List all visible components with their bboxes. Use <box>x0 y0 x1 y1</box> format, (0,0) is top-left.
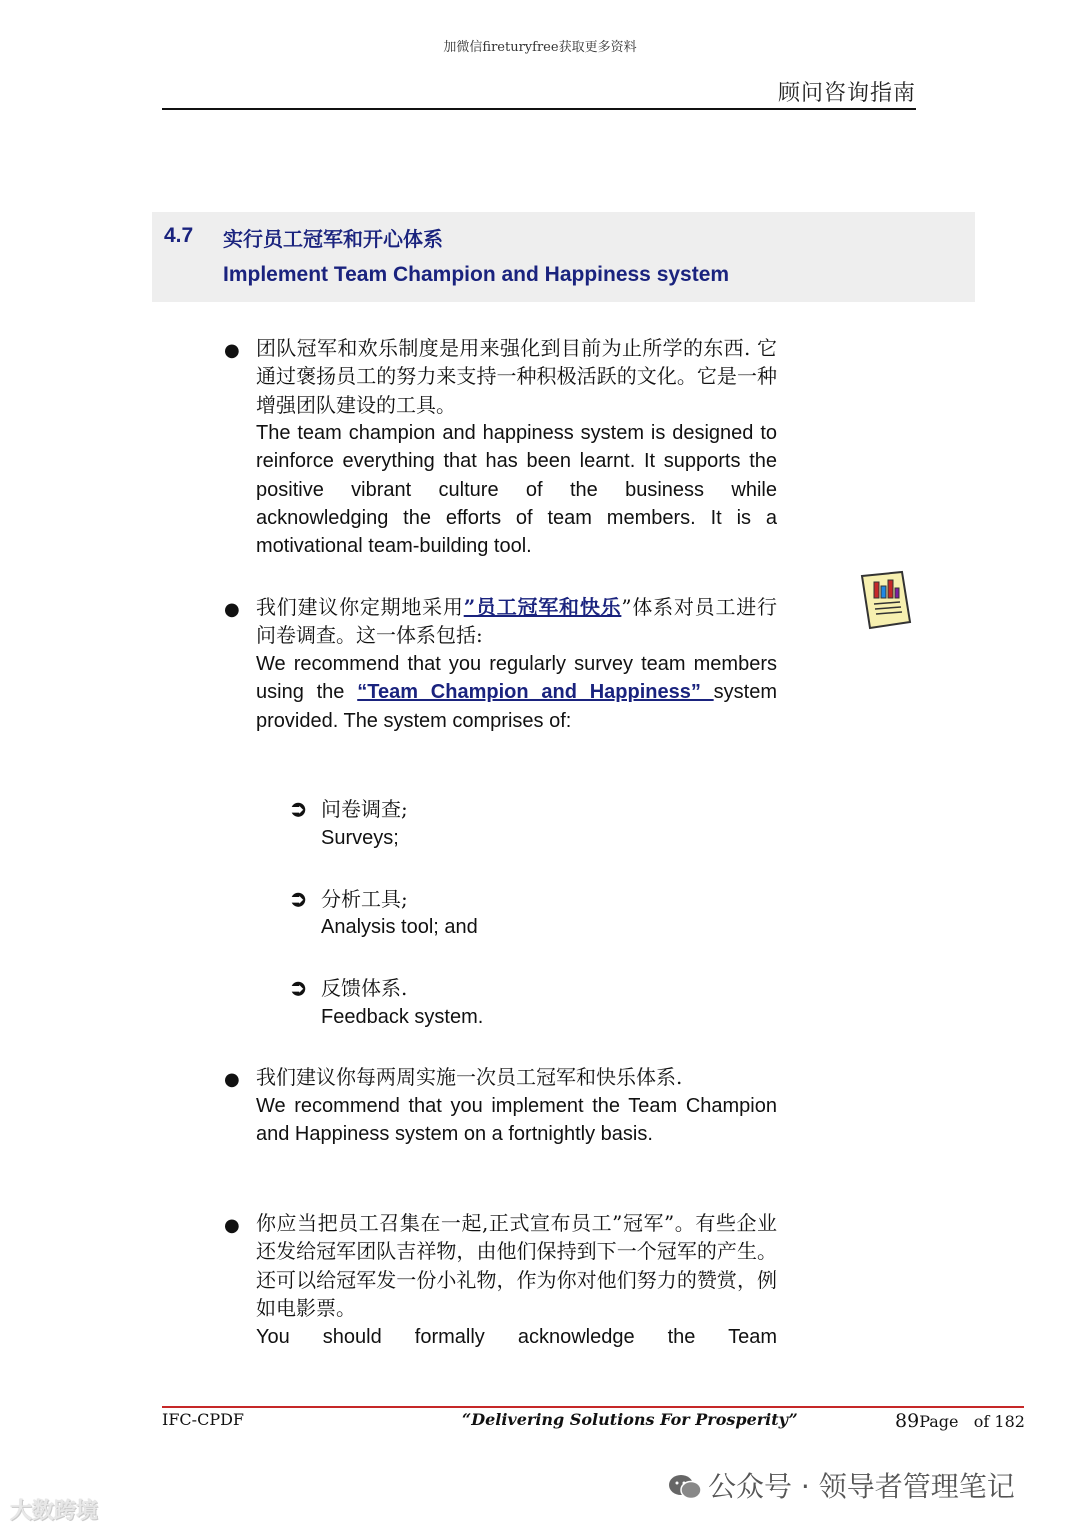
bullet1-en: The team champion and happiness system is designed to reinforce everything that has been learnt. It supports the positive vibrant culture of the business while acknowledging the efforts of team members. It is a motivational team-building tool. <box>256 422 777 558</box>
header-rule <box>162 108 916 110</box>
bullet2-en-text-end: system provided. The system comprises of: <box>256 681 777 732</box>
bullet2-cn-link[interactable]: ”员工冠军和快乐 <box>463 595 622 619</box>
footer-doc-id: IFC-CPDF <box>162 1410 245 1429</box>
header-title: 顾问咨询指南 <box>777 81 916 106</box>
bullet-dot: ● <box>224 599 240 620</box>
subitem-2-cn: 分析工具; <box>321 887 408 911</box>
subitem-1-cn: 问卷调查; <box>321 797 408 821</box>
subitem-1-en: Surveys; <box>321 827 399 849</box>
watermark-text: 公众号 · 领导者管理笔记 <box>708 1470 1015 1503</box>
bullet4-cn: 你应当把员工召集在一起,正式宣布员工”冠军”。有些企业还发给冠军团队吉祥物，由他们保持到下一个冠军的产生。 还可以给冠军发一份小礼物，作为你对他们努力的赞赏，例如电影票。 <box>256 1211 777 1320</box>
arrow-right-icon: ➲ <box>289 796 308 822</box>
subitem-2-en: Analysis tool; and <box>321 916 478 938</box>
bullet4-en: You should formally acknowledge the Team <box>256 1326 777 1348</box>
chart-document-icon <box>858 570 914 632</box>
bullet-dot: ● <box>224 340 240 361</box>
bullet2-cn-text: 我们建议你定期地采用 <box>256 595 464 619</box>
subitem-3-cn: 反馈体系. <box>321 976 408 1000</box>
bottom-right-watermark <box>668 1465 1015 1505</box>
bottom-left-watermark: 大数跨境 <box>10 1499 99 1524</box>
footer-rule <box>162 1406 1024 1408</box>
top-watermark: 加微信fireturyfree获取更多资料 <box>443 40 637 55</box>
bullet2-en-text: We recommend that you regularly survey team members using the <box>256 653 777 704</box>
bullet2-cn-text-end: ”体系对员工进行问卷调查。这一体系包括: <box>256 595 777 648</box>
bullet1-cn: 团队冠军和欢乐制度是用来强化到目前为止所学的东西. 它通过褒扬员工的努力来支持一种积极活跃的文化。它是一种增强团队建设的工具。 <box>256 336 777 417</box>
bullet3-cn: 我们建议你每两周实施一次员工冠军和快乐体系. <box>256 1065 683 1089</box>
page-total: of 182 <box>973 1412 1025 1431</box>
bullet2-en-link[interactable]: “Team Champion and Happiness” <box>357 681 714 704</box>
subitem-3-en: Feedback system. <box>321 1006 484 1028</box>
page-number: 89 <box>895 1410 920 1432</box>
bullet-dot: ● <box>224 1215 240 1236</box>
bullet2-en <box>256 650 777 735</box>
arrow-right-icon: ➲ <box>289 886 308 912</box>
bullet-dot: ● <box>224 1069 240 1090</box>
footer-page-number <box>895 1410 1025 1432</box>
bullet2-cn <box>256 593 777 650</box>
wechat-icon <box>668 1474 702 1500</box>
section-title-cn: 实行员工冠军和开心体系 <box>223 227 443 251</box>
bullet3-en: We recommend that you implement the Team Champion and Happiness system on a fortnightly basis. <box>256 1095 777 1146</box>
section-number: 4.7 <box>164 224 194 247</box>
arrow-right-icon: ➲ <box>289 975 308 1001</box>
page-label: Page <box>919 1412 959 1431</box>
section-title-en: Implement Team Champion and Happiness system <box>223 263 730 286</box>
footer-slogan: “Delivering Solutions For Prosperity” <box>462 1410 798 1429</box>
